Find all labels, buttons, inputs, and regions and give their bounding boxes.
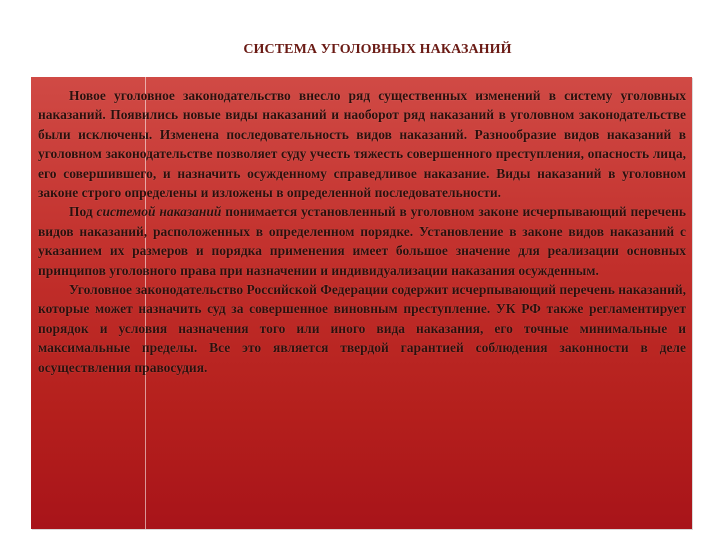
paragraph-2 [38, 202, 686, 280]
paragraph-2-italic-term: системой наказаний [96, 204, 222, 220]
content-panel [31, 77, 692, 529]
slide-title: СИСТЕМА УГОЛОВНЫХ НАКАЗАНИЙ [243, 42, 512, 57]
paragraph-2-rest: понимается установленный в уголовном законе исчерпывающий перечень видов наказаний, расположенных в определенном порядке. Установление в законе видов наказаний с указанием их размеров и порядка применения имеет большое значение для реализации основных принципов уголовного права при назначении и индивидуализации наказания осужденным. [38, 204, 686, 278]
paragraph-2-lead: Под [69, 204, 97, 220]
body-text [38, 86, 686, 377]
paragraph-3: Уголовное законодательство Российской Федерации содержит исчерпывающий перечень наказаний, которые может назначить суд за совершенное виновным преступление. УК РФ также регламентирует порядок и условия назначения того или иного вида наказания, его точные минимальные и максимальные пределы. Все это является твердой гарантией соблюдения законности в деле осуществления правосудия. [38, 282, 686, 375]
paragraph-1: Новое уголовное законодательство внесло ряд существенных изменений в систему уголовных наказаний. Появились новые виды наказаний и наоборот ряд наказаний в уголовном законодательстве были исключены. Изменена последовательность видов наказаний. Разнообразие видов наказаний в уголовном законодательстве позволяет суду учесть тяжесть совершенного преступления, опасность лица, его совершившего, и назначить осужденному справедливое наказание. Виды наказаний в уголовном законе строго определены и изложены в определенной последовательности. [38, 88, 686, 201]
